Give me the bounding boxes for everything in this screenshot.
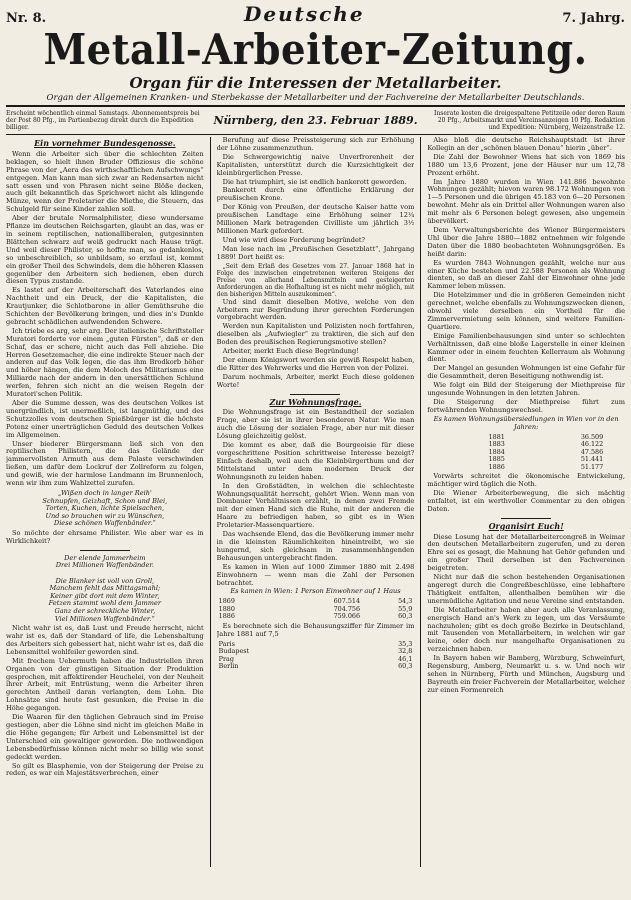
table-row [487, 464, 606, 472]
verse-line: Keiner gibt dort mit dem Winter, [50, 591, 160, 600]
paragraph: Der Mangel an gesunden Wohnungen ist eine Gefahr für die Gesammtheit, deren Beseitigung nothwendig ist. [427, 364, 625, 381]
paragraph: Es berechnete sich die Behausungsziffer für Zimmer im Jahre 1881 auf 7,5 [216, 621, 415, 638]
divider [501, 518, 551, 519]
verse-1 [6, 490, 204, 528]
table-cell: 51.441 [580, 455, 604, 464]
paragraph: Die hat triumphirt, sie ist endlich bankerott geworden. [222, 177, 407, 186]
dateline: Nürnberg, den 23. Februar 1889. [213, 113, 418, 127]
paragraph: So möchte der ehrsame Philister. Wie aber war es in Wirklichkeit? [6, 528, 204, 545]
paragraph: Das wachsende Elend, das die Bevölkerung immer mehr in die kleinsten Räumlichkeiten hineintreibt, wo sie hungernd, sich gleichsam in zusammenhängenden Behausungen untergebracht finden. [216, 530, 415, 562]
table-cell [337, 663, 351, 671]
population-table [217, 598, 415, 621]
paragraph: Darum nochmals, Arbeiter, merkt Euch diese goldenen Worte! [216, 372, 415, 389]
verse-line: Schnupfen, Geizhaft, Schon und Blei, [42, 496, 168, 505]
table-cell: 1883 [488, 440, 505, 449]
info-rule [6, 134, 625, 135]
verse-line: Viel Millionen Waffenbänder.“ [54, 614, 155, 623]
paragraph: Es wurden 7843 Wohnungen gezählt, welche nur aus einer Küche bestehen und 22.588 Personen als Wohnung dienten, so daß an dieser Zahl der Einwohner ohne jede Kammer leben müssen. [427, 258, 625, 291]
table-cell [337, 648, 351, 656]
table-cell: 704.756 [333, 604, 361, 613]
table-cell: 1885 [488, 455, 505, 464]
table-cell: 46.122 [580, 440, 604, 449]
masthead-top [6, 2, 625, 26]
paragraph: Nicht nur daß die schon bestehenden Organisationen angeregt durch die Congreßbeschlüsse, eine lebhaftere Thätigkeit entfalten, allenthalben bemühen wir die unermüdliche Agitation und neue Vereine sind entstanden. [427, 573, 625, 605]
paragraph: Werden nun Kapitalisten und Polizisten noch fortfahren, dieselben als „Aufwiegler“ zu traktiren, die sich auf den Boden des preußischen Regierungsmotive stellen? [216, 322, 415, 347]
paragraph: Wie folgt ein Bild der Steigerung der Miethpreise für ungesunde Wohnungen in den letzten Jahren. [427, 381, 625, 398]
city-table [217, 641, 415, 671]
table-row [217, 648, 415, 656]
article-columns [6, 137, 625, 867]
paragraph: Im Jahre 1880 wurden in Wien 141.886 bewohnte Wohnungen gezählt; hievon waren 98.172 Wohnungen von 1—5 Personen und die übrigen 45.183 von 6—20 Personen bewohnt. Mehr als ein Drittel aller Wohnungen waren also mit mehr als 6 Personen belegt gewesen, also ungemein übervölkert. [427, 177, 625, 226]
article-heading-bundesgenosse: Ein vornehmer Bundesgenosse. [34, 138, 176, 148]
issue-number: Nr. 8. [6, 11, 47, 26]
column-separator [420, 137, 421, 867]
paragraph: Der einem Königswort werden sie gewiß Respekt haben, die Ritter des Wehrwerks und die Herren von der Polizei. [216, 355, 415, 372]
verse-line: „Wißen doch in langer Reih' [57, 488, 152, 497]
table-cell: 47.586 [580, 447, 604, 456]
paragraph: Es kamen in Wien auf 1000 Zimmer 1880 mit 2.498 Einwohnern — wenn man die Zahl der Personen betrachtet. [216, 562, 415, 587]
paragraph: Vorwärts schreitet die ökonomische Entwickelung, mächtiger wird täglich die Noth. [427, 472, 625, 489]
table-cell: 46,1 [398, 654, 413, 663]
subscription-info: Erscheint wöchentlich einmal Samstags. Abonnementspreis bei der Post 80 Pfg., im Partienbezug direkt durch die Expedition billiger. [6, 109, 200, 131]
masthead-deutsche: Deutsche [244, 2, 365, 26]
table-cell: 55,9 [398, 604, 413, 613]
table-row [217, 598, 415, 606]
paragraph: Aber der brutale Normalphilister, diese wundersame Pflanze im deutschen Reichsgarten, glaubt an das, was er in seinem reptilischen, nationalliberalen, gutgesinnten Blättchen schwarz auf weiß gedruckt nach Hause trägt. Und weil dieser Philister, so hoffte man, so gedankenlos, so unbeschreiblich, so unbildsam, so erzfaul ist, kommt ein großer Theil des Schwindels, dem die höheren Klassen gegenüber den Arbeitern sich bedienen, eben durch diesen Typus zustande. [6, 214, 204, 286]
verse-line: Die Blanker ist voll von Groll, [55, 576, 155, 585]
table-row [217, 606, 415, 614]
paragraph: Die Hotelzimmer und die in größeren Gemeinden nicht gerechnet, welche ebenfalls zu Wohnungszwecken dienen, obwohl viele derselben ein Vortheil für die Zimmervermietung sein können, sind weitere Familien-Quartiere. [427, 291, 625, 331]
table-cell: 36.509 [580, 432, 604, 441]
paragraph: Die Zahl der Bewohner Wiens hat sich von 1869 bis 1880 um 13,6 Prozent, jene der Häuser nur um 12,78 Prozent erhöht. [427, 152, 625, 177]
table-caption: Es kamen in Wien: 1 Person Einwohner auf 1 Haus [230, 587, 401, 596]
table-cell: Paris [218, 639, 235, 648]
paragraph: Mit frechem Uebermuth haben die Industriellen ihren Organen von der günstigen Situation der Produktion gesprochen, mit affektirender Heuchelei, von der Neuheit ihrer Arbeit, mit Entrüstung, wenn die Arbeiter ihren gerechten Antheil daran verlangten, dem Lohn. Die Lohnsätze sind heute fast gesunken, die Preise in die Höhe gegangen. [6, 656, 204, 713]
column-2 [217, 137, 415, 867]
table-cell: 759.066 [333, 612, 361, 621]
paragraph: Berufung auf diese Preissteigerung sich zur Erhöhung der Löhne zusammenzuthun. [216, 137, 415, 152]
verse-line: Manchem fehlt das Mittagsmahl; [49, 584, 161, 593]
table-cell: 1886 [218, 612, 235, 621]
verse-line: Diese schönen Waffenbänder.“ [53, 519, 156, 528]
table-cell: Prag [218, 654, 234, 663]
paragraph: Die Wiener Arbeiterbewegung, die sich mächtig entfaltet, ist ein werthvoller Commentar zu den obigen Daten. [427, 488, 625, 513]
verse-line: Fetzen stammt wohl dem Jammer [48, 599, 162, 608]
paragraph: Bankerott durch eine öffentliche Erklärung der preußischen Krone. [216, 186, 415, 203]
table-cell: 1869 [218, 597, 235, 606]
verse-line: Drei Millionen Waffenbänder. [55, 561, 154, 570]
paragraph: Unser biederer Bürgersmann ließ sich von den reptilischen Philistern, die das Gelände der jammervollsten Armuth aus dem Palaste verschwinden ließen, um dafür dem Lockruf der Zollreform zu folgen, und gewiß, wie der harmlose Landmann im Brunnenloch, wenn wir ihm zum Wahlzettel zurufen. [6, 439, 204, 488]
paragraph: Diese Losung hat der Metallarbeitercongreß in Weimar den deutschen Metallarbeitern zugerufen, und zu deren Ehre sei es gesagt, die Mahnung hat Gehör gefunden und ein großer Theil derselben ist den Fachvereinen beigetreten. [427, 532, 625, 573]
info-bar [6, 107, 625, 133]
paragraph: Die Metallarbeiter haben aber auch alle Veranlassung, energisch Hand an's Werk zu legen, um das Versäumte nachzuholen; gibt es doch große Bezirke in Deutschland, mit Tausenden von Metallarbeitern, in welchen wir gar keine, oder doch nur mangelhafte Organisationen zu verzeichnen haben. [427, 605, 625, 654]
table-caption: Es kamen Wohnungsübersiedlungen in Wien vor in den Jahren: [433, 414, 619, 431]
table-cell: 1884 [488, 447, 505, 456]
table-row [217, 656, 415, 664]
volume-year: 7. Jahrg. [562, 11, 625, 26]
divider [290, 394, 340, 395]
column-3 [427, 137, 625, 867]
paragraph: Der König von Preußen, der deutsche Kaiser hatte vom preußischen Landtage eine Erhöhung seiner 12¼ Millionen Mark betragenden Civilliste um jährlich 3½ Millionen Mark gefordert. [216, 203, 415, 235]
paragraph: Aber die Summe dessen, was des deutschen Volkes ist unergründlich, ist unermeßlich, ist langmüthig, und des Schutzzolles vom deutschen Spießbürger ist die höchste Potenz einer unerträglichen Geduld des deutschen Volkes im Allgemeinen. [6, 399, 204, 439]
paragraph: Arbeiter, merkt Euch diese Begründung! [222, 347, 359, 356]
paragraph: Und wie wird diese Forderung begründet? [222, 235, 366, 244]
paragraph: In den Großstädten, in welchen die schlechteste Wohnungsqualität herrscht, gehört Wien. Wenn man von Dombauer Verhältnissen erzählt, in denen zwei Fremde mit der einen Hand sich die Ruhe, mit der anderen die Haare zu befriedigen haben, so gibt es in Wien Proletarier-Massenquartiere. [216, 481, 415, 530]
table-cell: 32,8 [398, 647, 413, 656]
table-cell: 60,3 [398, 612, 413, 621]
paragraph: Die Steigerung der Miethpreise führt zum fortwährenden Wohnungswechsel. [427, 398, 625, 414]
table-cell [337, 656, 351, 664]
paragraph: Also bloß die deutsche Reichshauptstadt ist ihrer Kollegin an der „schönen blauen Donau“ hierin „über“. [427, 137, 625, 152]
table-cell: 1881 [488, 432, 505, 441]
verse-line: Und so brauchen wir zu Wünschen, [45, 511, 165, 520]
table-cell [337, 641, 351, 649]
table-cell: 60,3 [398, 662, 413, 671]
column-separator [210, 137, 211, 867]
paragraph: Und sind damit dieselben Motive, welche von den Arbeitern zur Begründung ihrer gerechten Forderungen vorgebracht werden. [216, 297, 415, 322]
table-cell: 51.177 [580, 462, 604, 471]
divider [80, 550, 130, 551]
newspaper-title: Metall-Arbeiter-Zeitung. [43, 25, 588, 74]
table-row [217, 663, 415, 671]
paragraph: So gilt es Blasphemie, von der Steigerung der Preise zu reden, es war ein Majestätsverbrechen, einer [6, 761, 204, 778]
paragraph: Einige Familienbehausungen sind unter so schlechten Verhältnissen, daß eine bloße Lagerstelle in einer kleinen Kammer oder in einem feuchten Kellerraum als Wohnung dient. [427, 331, 625, 364]
verse-line: Torten, Kuchen, lichte Spielsachen, [45, 504, 165, 513]
verse-line: Der elende Jammerheim [64, 553, 146, 562]
quote: „Seit dem Erlaß des Gesetzes vom 27. Januar 1868 hat in Folge des inzwischen eingetretenen weiteren Steigens der Preise von allerhand Lebensmitteln und gesteigerten Anforderungen an die Hofhaltung ist es nicht mehr möglich, mit den bisherigen Mitteln auszukommen“. [216, 262, 415, 298]
article-heading-wohnungsfrage: Zur Wohnungsfrage. [269, 396, 362, 407]
table-cell: Berlin [218, 662, 239, 671]
verse-line: Ganz der schreckliche Winter, [54, 606, 156, 615]
table-cell: 54,3 [398, 597, 413, 606]
subtitle-organ: Organ für die Interessen der Metallarbeiter. [129, 74, 502, 92]
paragraph: Wenn die Arbeiter sich über die schlechten Zeiten beklagen, so hielt ihnen Bruder Offiziosus die schöne Phrase von der „Aera des wirthschaftlichen Aufschwungs“ entgegen. Man kann man sich zwar an Redensarten nicht satt essen und von Phrasen nicht seine Blöße decken, auch gilt bekanntlich das Sprichwort nicht als klingende Münze, wenn der Proletarier die Miethe, die Steuern, das Schulgeld für seine Kinder zahlen soll. [6, 149, 204, 214]
relocation-table [487, 434, 606, 472]
paragraph: Dem Verwaltungsberichte des Wiener Bürgermeisters Uhl über die Jahre 1880—1882 entnehmen wir folgende Daten über die 1880 beobachteten Wohnungsgrößen. Es heißt darin: [427, 225, 625, 258]
table-cell: 607.514 [333, 597, 361, 606]
paragraph: Es lastet auf der Arbeiterschaft des Vaterlandes eine Nachtheit und ein Druck, der die Kapitalisten, die Krautjunker, die Schlotbarone in aller Gemüthsruhe die Schichten der Bevölkerung bringen, und dies in's Dunkle gebracht schädlichen aufwendenden Schwere. [6, 286, 204, 326]
paragraph: In Bayern haben wir Bamberg, Würzburg, Schweinfurt, Regensburg, Amberg, Neumarkt u. s. w. Und noch wir sehen in Nürnberg, Fürth und München, Augsburg und Bayreuth ein freier Fachverein der Metallarbeiter, welcher zur einen Formenreich [427, 654, 625, 694]
article-heading-organisirt: Organisirt Euch! [488, 520, 564, 531]
table-cell: 35,3 [398, 639, 413, 648]
paragraph: Die kommt es aber, daß die Bourgeoisie für diese vorgeschrittene Position schrittweise Interesse bezeigt? Einfach deshalb, weil auch die Kleinbürgerthum und der Mittelstand unter dem modernen Druck der Wohnungsnoth zu leiden haben. [216, 441, 415, 481]
table-cell: Budapest [218, 647, 250, 656]
subtitle-kasse: Organ der Allgemeinen Kranken- und Sterbekasse der Metallarbeiter und der Fachvereine der Metallarbeiter Deutschlands. [46, 93, 585, 103]
paragraph: Nicht wahr ist es, daß Lust und Freude herrscht, nicht wahr ist es, daß der Standard of life, die Lebenshaltung des Arbeiters sich gebessert hat, nicht wahr ist es, daß die Lebensmittel wohlfeiler geworden sind. [6, 624, 204, 656]
paragraph: Ich triebe es arg, sehr arg. Der italienische Schriftsteller Muratori forderte vor einem „guten Fürsten“, daß er den Schaf, das er schere, nicht auch das Fell abziehe. Die Herren Gesetzemacher, die eine indirekte Steuer nach der anderen auf das Volk legen, die das ihm Brodkorb höher und höher hängen, die dem Moloch des Militarismus eine Milliarde nach der andern in den unersättlichen Schlund werfen, fehren sich nicht an die weisen Regeln der Muratori'schen Politik. [6, 326, 204, 399]
verse-2 [6, 555, 204, 623]
paragraph: Die Waaren für den täglichen Gebrauch sind im Preise gestiegen, aber die Löhne sind nicht im gleichen Maße in die Höhe gegangen; für Arbeit und Lebensmittel ist der Unterschied ein gewaltiger geworden. Die nothwendigen Lebensbedürfnisse können nicht mehr so billig wie sonst gedeckt werden. [6, 713, 204, 761]
advertising-info: Inserate kosten die dreigespaltene Petitzeile oder deren Raum 20 Pfg., Arbeitsmarkt und Vereinsanzeigen 10 Pfg. Redaktion und Expedition: Nürnberg, Weizenstraße 12. [434, 109, 625, 131]
table-row [217, 613, 415, 621]
paragraph: Die Wohnungsfrage ist ein Bestandtheil der sozialen Frage, aber sie ist in ihrer besonderen Natur. Wie man auch die Lösung der sozialen Frage, aber nur mit dieser Lösung gleichzeitig gelöst. [216, 408, 415, 441]
column-1 [6, 137, 204, 867]
paragraph: Man lese nach im „Preußischen Gesetzblatt“, Jahrgang 1889! Dort heißt es: [216, 244, 415, 261]
table-cell: 1886 [488, 462, 505, 471]
table-cell: 1880 [218, 604, 235, 613]
paragraph: Die Schwergewichtig naive Unverfrorenheit der Kapitalisten, unterstützt durch die Kurzsichtigkeit der kleinbürgerlichen Presse. [216, 152, 415, 177]
